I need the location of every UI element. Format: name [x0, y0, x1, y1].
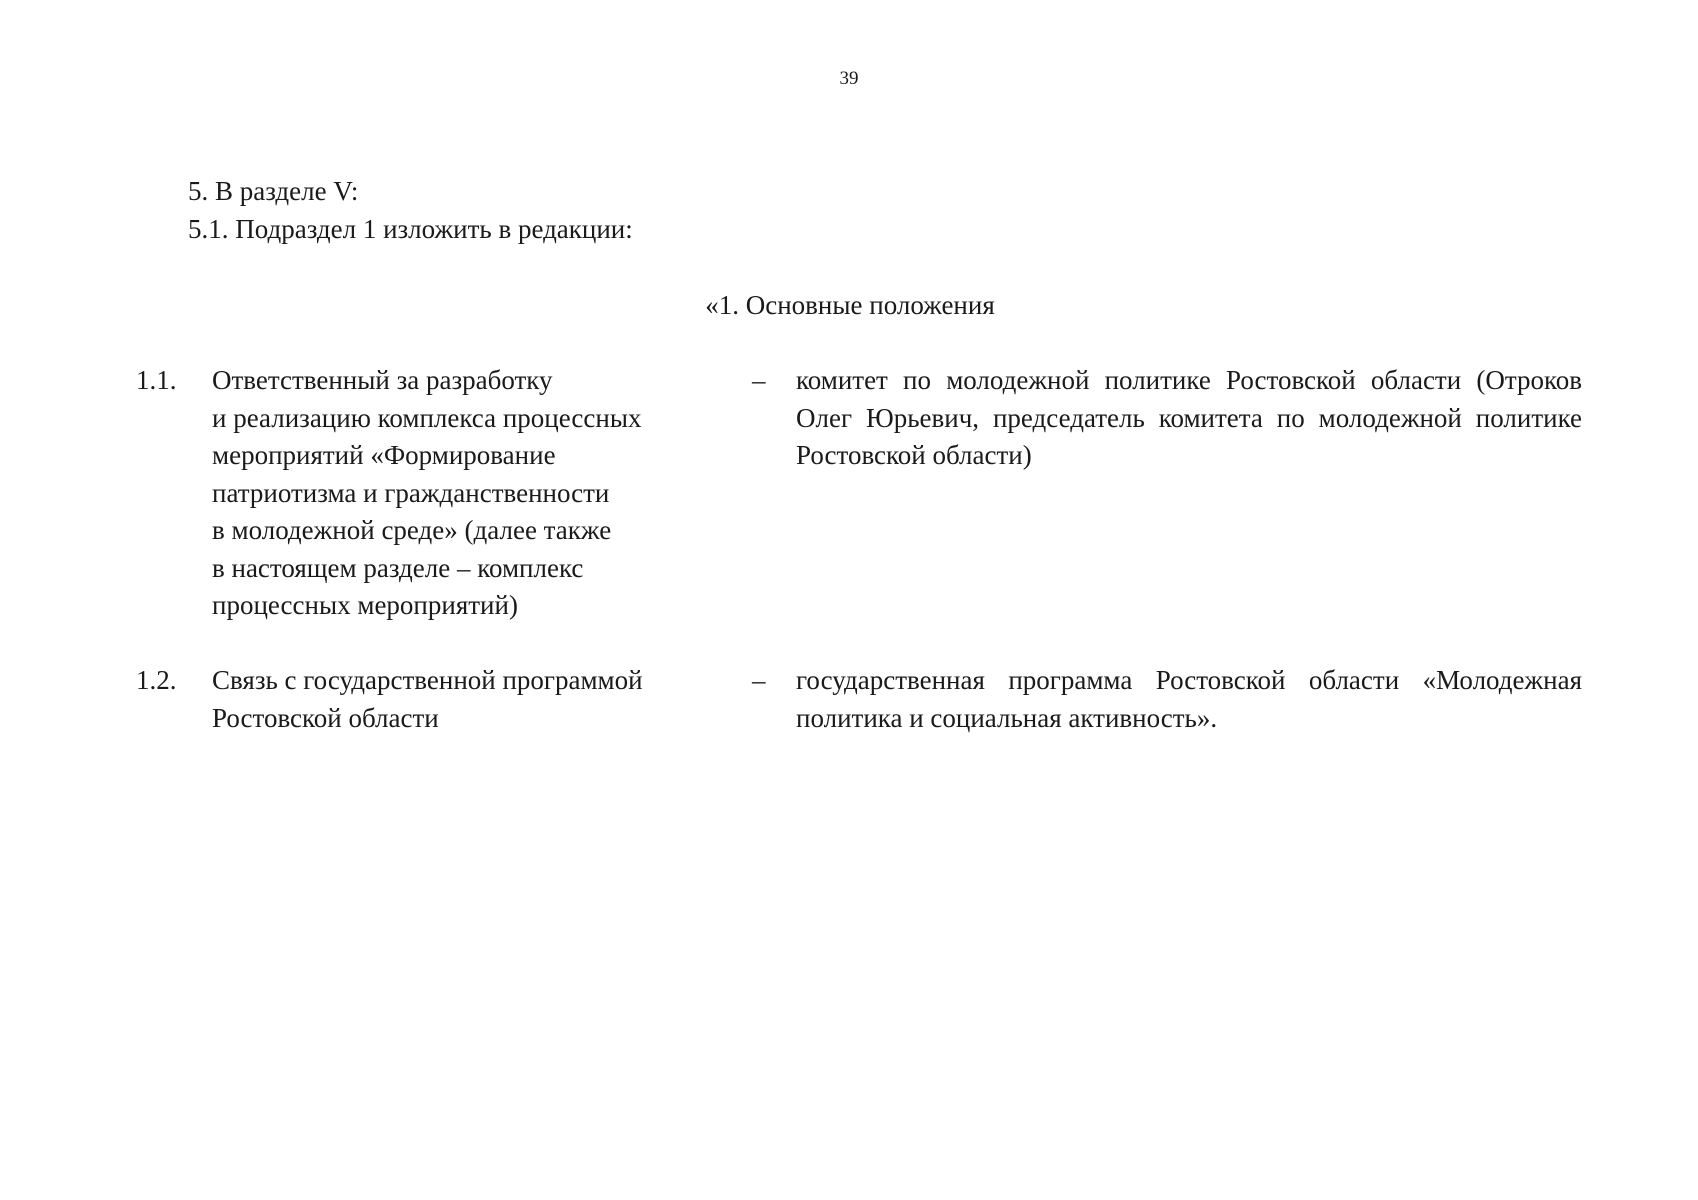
amendment-line-section: 5. В разделе V: [188, 176, 359, 206]
page-number: 39 [839, 68, 859, 89]
provision-dash: – [752, 365, 766, 395]
provision-label: Ответственный за разработку и реализацию комплекса процессных мероприятий «Формирование патриотизма и гражданственности в молодежной среде» (далее также в настоящем разделе – комплекс процессных мероприятий) [212, 365, 642, 620]
provision-number: 1.1. [136, 365, 177, 395]
section-title: «1. Основные положения [705, 290, 995, 320]
provision-number: 1.2. [136, 665, 177, 695]
provision-value: комитет по молодежной политике Ростовской области (Отроков Олег Юрьевич, председатель комитета по молодежной политике Ростовской области) [796, 365, 1582, 470]
amendment-intro [188, 172, 633, 248]
provision-dash: – [752, 665, 766, 695]
provision-value: государственная программа Ростовской области «Молодежная политика и социальная активность». [796, 665, 1582, 733]
amendment-line-subsection: 5.1. Подраздел 1 изложить в редакции: [188, 214, 633, 244]
provision-label: Связь с государственной программой Ростовской области [212, 665, 643, 733]
